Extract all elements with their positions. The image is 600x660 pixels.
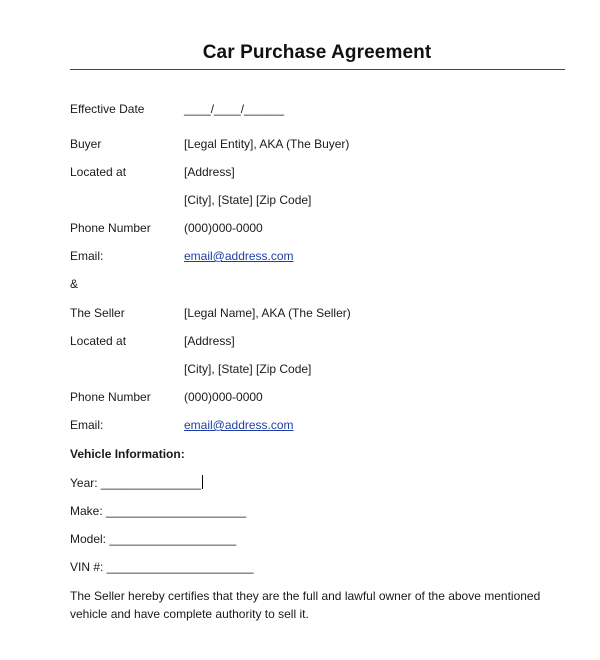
buyer-name-field[interactable]: [Legal Entity], AKA (The Buyer) bbox=[184, 137, 350, 151]
buyer-email-link[interactable]: email@address.com bbox=[184, 249, 294, 263]
seller-city-field[interactable]: [City], [State] [Zip Code] bbox=[184, 362, 312, 376]
vehicle-make-field[interactable]: Make: _____________________ bbox=[70, 504, 247, 518]
seller-email-link[interactable]: email@address.com bbox=[184, 418, 294, 432]
effective-date-field[interactable]: ____/____/______ bbox=[184, 102, 285, 116]
effective-date-label: Effective Date bbox=[70, 102, 145, 116]
seller-email-label: Email: bbox=[70, 418, 104, 432]
buyer-address-field[interactable]: [Address] bbox=[184, 165, 235, 179]
vehicle-vin-field[interactable]: VIN #: ______________________ bbox=[70, 560, 254, 574]
buyer-email-label: Email: bbox=[70, 249, 104, 263]
text-cursor bbox=[202, 475, 203, 489]
title-divider bbox=[70, 69, 565, 70]
seller-phone-label: Phone Number bbox=[70, 390, 151, 404]
buyer-located-label: Located at bbox=[70, 165, 127, 179]
vehicle-info-heading: Vehicle Information: bbox=[70, 447, 185, 461]
buyer-label: Buyer bbox=[70, 137, 102, 151]
seller-phone-field[interactable]: (000)000-0000 bbox=[184, 390, 263, 404]
buyer-phone-label: Phone Number bbox=[70, 221, 151, 235]
document-title: Car Purchase Agreement bbox=[202, 42, 432, 63]
seller-name-field[interactable]: [Legal Name], AKA (The Seller) bbox=[184, 306, 351, 320]
vehicle-model-field[interactable]: Model: ___________________ bbox=[70, 532, 237, 546]
vehicle-year-field[interactable]: Year: _______________ bbox=[70, 476, 202, 490]
buyer-city-field[interactable]: [City], [State] [Zip Code] bbox=[184, 193, 312, 207]
vehicle-year-row[interactable] bbox=[70, 474, 203, 492]
buyer-phone-field[interactable]: (000)000-0000 bbox=[184, 221, 263, 235]
seller-label: The Seller bbox=[70, 306, 125, 320]
ampersand-text: & bbox=[70, 277, 79, 291]
certification-paragraph: The Seller hereby certifies that they are the full and lawful owner of the above mentioned vehicle and have complete authority to sell it. bbox=[70, 589, 541, 621]
seller-located-label: Located at bbox=[70, 334, 127, 348]
seller-address-field[interactable]: [Address] bbox=[184, 334, 235, 348]
